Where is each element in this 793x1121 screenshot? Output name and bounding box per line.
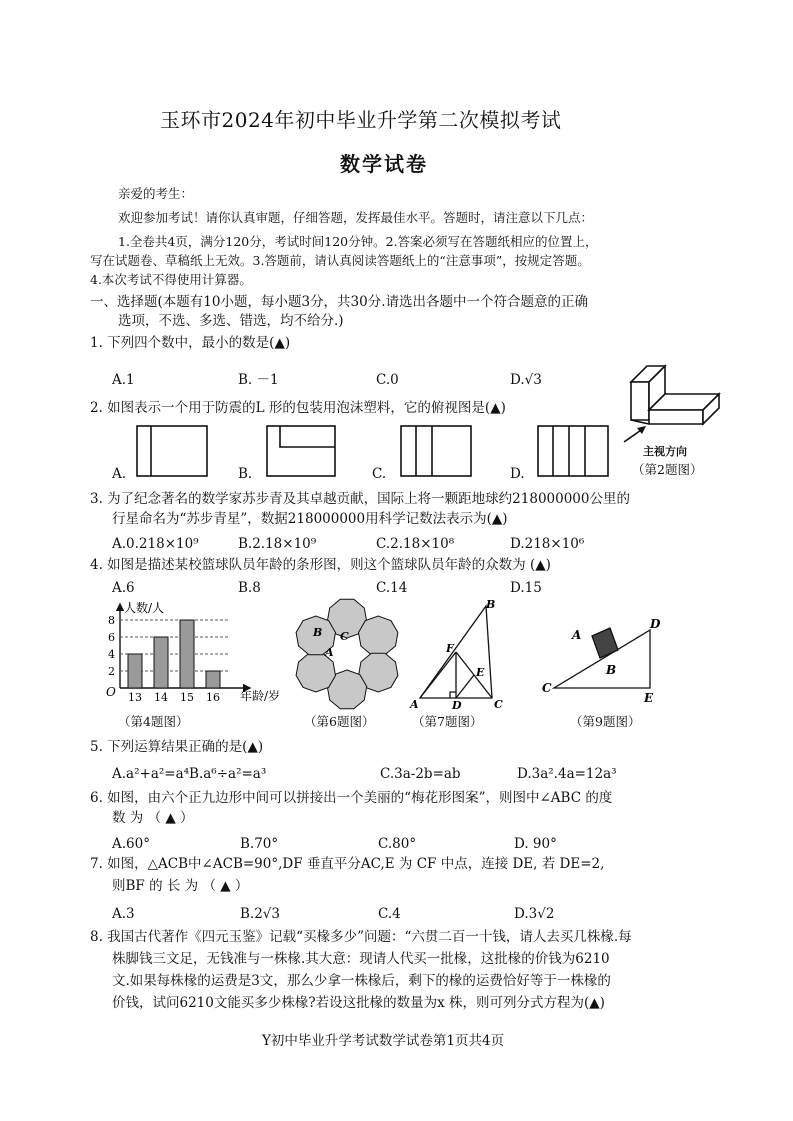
q2-option-d: D. [510,466,525,482]
q2-stem: 2. 如图表示一个用于防震的L 形的包装用泡沫塑料，它的俯视图是(▲) [90,400,506,416]
q3-option-b: B.2.18×10⁹ [238,536,317,552]
fig9-label-e: E [644,691,654,704]
q4-stem: 4. 如图是描述某校篮球队员年龄的条形图，则这个篮球队员年龄的众数为 (▲) [90,557,551,573]
y-axis-label: 人数/人 [124,601,165,615]
y-tick-label: 4 [108,648,115,661]
q8-line-4: 价钱，试问6210文能买多少株椽?若设这批椽的数量为x 株，则可列分式方程为(▲) [112,995,605,1011]
view-direction-label: 主视方向 [643,445,687,458]
q8-line-3: 文.如果每株椽的运费是3文，那么少拿一株椽后，剩下的椽的运费恰好等于一株椽的 [112,973,611,989]
fig9-label-b: B [606,663,617,677]
age-bar-chart [100,598,290,706]
q2-option-b-figure [266,425,336,477]
x-tick-label: 14 [154,691,168,704]
q6-figure-caption: （第6题图） [304,714,375,729]
q6-line-2: 数 为 （ ▲ ） [112,810,194,826]
q2-option-a: A. [112,466,127,482]
bar-16 [206,671,220,688]
q4-option-b: B.8 [238,580,261,596]
q7-line-1: 7. 如图，△ACB中∠ACB=90°,DF 垂直平分AC,E 为 CF 中点，连接 DE, 若 DE=2, [90,856,605,872]
bar-14 [154,637,168,688]
q7-line-2: 则BF 的 长 为 （ ▲ ） [112,878,249,894]
q2-option-c: C. [372,466,387,482]
fig9-label-c: C [542,681,552,695]
q2-option-a-figure [136,425,208,477]
q6-option-c: C.80° [378,836,417,852]
notice-line-2: 写在试题卷、草稿纸上无效。3.答题前，请认真阅读答题纸上的“注意事项”，按规定答题。 [90,253,590,268]
q6-option-a: A.60° [112,836,150,852]
q9-figure-caption: （第9题图） [570,714,641,729]
fig7-label-d: D [452,699,462,710]
y-tick-label: 8 [108,614,115,627]
page-title: 玉环市2024年初中毕业升学第二次模拟考试 [160,108,562,132]
fig7-label-a: A [410,698,419,710]
fig6-label-c: C [340,630,349,643]
page-subtitle: 数学试卷 [340,152,428,176]
q6-option-b: B.70° [240,836,279,852]
fig9-label-d: D [650,617,661,631]
q1-option-d: D.√3 [510,372,542,388]
notice-line-3: 4.本次考试不得使用计算器。 [90,272,252,287]
q3-option-a: A.0.218×10⁹ [112,536,199,552]
q2-option-d-figure [537,425,609,477]
q7-option-b: B.2√3 [240,906,280,922]
q5-stem: 5. 下列运算结果正确的是(▲) [90,739,264,755]
q5-option-c: C.3a-2b=ab [380,766,461,782]
q5-option-ab: A.a²+a²=a⁴B.a⁶÷a²=a³ [112,766,267,782]
q1-option-b: B. －1 [238,372,279,388]
q5-option-d: D.3a².4a=12a³ [517,766,617,782]
nonagon [359,616,398,655]
q8-line-2: 株脚钱三文足，无钱准与一株椽.其大意：现请人代买一批椽，这批椽的价钱为6210 [112,951,610,967]
q6-option-d: D. 90° [514,836,557,852]
bar-13 [128,654,142,688]
notice-greeting: 亲爱的考生： [118,186,194,201]
x-tick-label: 16 [206,691,220,704]
q3-line-1: 3. 为了纪念著名的数学家苏步青及其卓越贡献，国际上将一颗距地球约218000000公里的 [90,491,630,507]
notice-intro: 欢迎参加考试！请你认真审题，仔细答题，发挥最佳水平。答题时，请注意以下几点： [118,210,594,225]
x-tick-label: 13 [128,691,142,704]
fig6-label-b: B [313,626,323,639]
y-tick-label: 2 [108,665,115,678]
q7-option-a: A.3 [112,906,135,922]
bar-15 [180,620,194,688]
q1-option-a: A.1 [112,372,135,388]
plum-blossom-figure [285,598,410,710]
fig7-label-e: E [476,666,485,679]
nonagon [296,653,335,692]
notice-line-1: 1.全卷共4页，满分120分，考试时间120分钟。2.答案必须写在答题纸相应的位置上， [118,234,598,249]
fig7-label-f: F [446,642,454,655]
fig9-label-a: A [572,628,582,642]
section-heading-line-2: 选项，不选、多选、错选，均不给分.) [118,313,344,329]
q4-option-d: D.15 [510,580,542,596]
y-tick-label: 6 [108,631,115,644]
x-tick-label: 15 [180,691,194,704]
fig6-label-a: A [325,646,334,659]
q3-option-d: D.218×10⁶ [510,536,585,552]
fig7-label-b: B [486,598,496,611]
page-footer: Y初中毕业升学考试数学试卷第1页共4页 [262,1033,505,1049]
q2-option-c-figure [400,425,472,477]
section-heading-line-1: 一、选择题(本题有10小题，每小题3分，共30分.请选出各题中一个符合题意的正确 [90,294,589,310]
q4-figure-caption: （第4题图） [118,714,189,729]
incline-block-figure [538,612,673,704]
q3-option-c: C.2.18×10⁸ [376,536,455,552]
fig7-label-c: C [494,698,503,710]
q2-option-b: B. [238,466,253,482]
q3-line-2: 行星命名为“苏步青星”，数据218000000用科学记数法表示为(▲) [112,511,508,527]
q8-line-1: 8. 我国古代著作《四元玉鉴》记载“买椽多少”问题：“六贯二百一十钱，请人去买几株椽.每 [90,929,632,945]
q7-figure-caption: （第7题图） [412,714,483,729]
right-triangle-figure [406,598,512,710]
q6-line-1: 6. 如图，由六个正九边形中间可以拼接出一个美丽的“梅花形图案”，则图中∠ABC 的度 [90,790,613,806]
q7-option-d: D.3√2 [514,906,555,922]
q4-option-c: C.14 [376,580,408,596]
q7-option-c: C.4 [378,906,401,922]
q2-figure-caption: （第2题图） [632,462,703,477]
x-axis-label: 年龄/岁 [240,689,281,703]
origin-label: O [106,685,116,699]
q4-option-a: A.6 [112,580,135,596]
q1-option-c: C.0 [376,372,399,388]
q1-stem: 1. 下列四个数中，最小的数是(▲) [90,335,291,351]
view-direction-arrow-icon [620,424,650,444]
